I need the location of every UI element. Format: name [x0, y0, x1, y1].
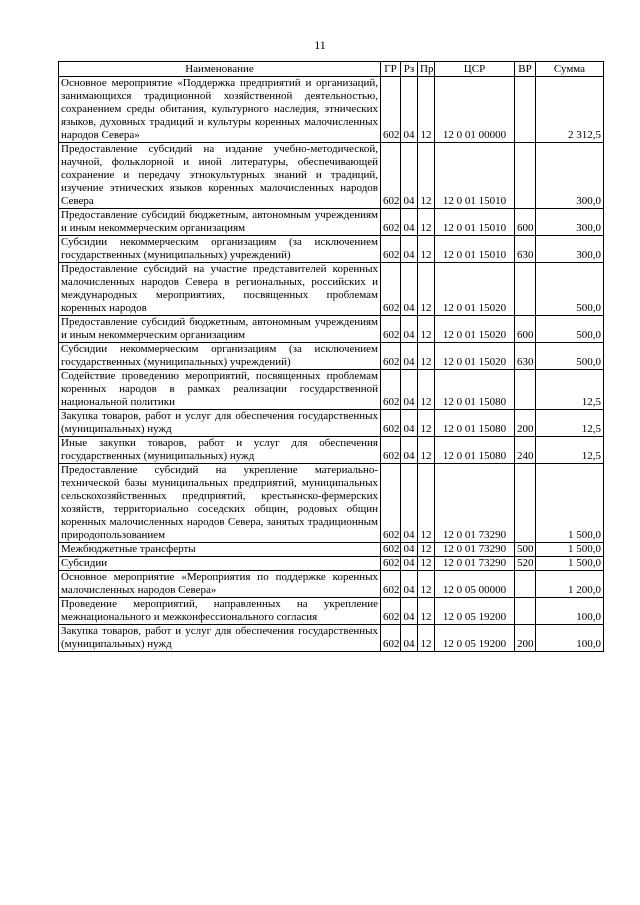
table-row [59, 464, 604, 543]
row-csr: 12 0 01 73290 [435, 543, 515, 557]
table-row [59, 143, 604, 209]
row-vr: 200 [515, 625, 536, 652]
row-csr: 12 0 01 15010 [435, 209, 515, 236]
row-csr: 12 0 01 00000 [435, 77, 515, 143]
row-sum: 1 200,0 [536, 571, 604, 598]
row-gr: 602 [381, 543, 401, 557]
row-rz: 04 [401, 263, 418, 316]
header-gr: ГР [381, 62, 401, 77]
row-pr: 12 [418, 543, 435, 557]
table-row [59, 571, 604, 598]
row-name: Основное мероприятие «Поддержка предприятий и организаций, занимающихся традиционной хозяйственной деятельностью, сохранением среды обитания, культурного наследия, этнических языков, духовных традиций и культуры коренных малочисленных народов Севера» [59, 77, 381, 143]
budget-table [58, 61, 604, 652]
row-pr: 12 [418, 236, 435, 263]
row-gr: 602 [381, 557, 401, 571]
row-vr [515, 77, 536, 143]
table-row [59, 343, 604, 370]
row-gr: 602 [381, 236, 401, 263]
row-csr: 12 0 01 15080 [435, 370, 515, 410]
row-vr [515, 598, 536, 625]
row-vr [515, 143, 536, 209]
row-pr: 12 [418, 209, 435, 236]
table-row [59, 316, 604, 343]
row-vr [515, 464, 536, 543]
row-gr: 602 [381, 410, 401, 437]
row-sum: 1 500,0 [536, 543, 604, 557]
row-pr: 12 [418, 143, 435, 209]
row-sum: 12,5 [536, 410, 604, 437]
row-vr: 500 [515, 543, 536, 557]
row-vr: 520 [515, 557, 536, 571]
row-vr: 240 [515, 437, 536, 464]
row-csr: 12 0 01 15080 [435, 437, 515, 464]
header-name: Наименование [59, 62, 381, 77]
row-sum: 100,0 [536, 598, 604, 625]
row-rz: 04 [401, 571, 418, 598]
row-rz: 04 [401, 557, 418, 571]
row-rz: 04 [401, 370, 418, 410]
table-body [59, 77, 604, 652]
row-name: Содействие проведению мероприятий, посвященных проблемам коренных народов в рамках реализации государственной национальной политики [59, 370, 381, 410]
row-pr: 12 [418, 437, 435, 464]
row-pr: 12 [418, 598, 435, 625]
table-row [59, 598, 604, 625]
table-row [59, 437, 604, 464]
row-csr: 12 0 05 19200 [435, 625, 515, 652]
row-pr: 12 [418, 343, 435, 370]
row-sum: 2 312,5 [536, 77, 604, 143]
row-pr: 12 [418, 571, 435, 598]
page-number: 11 [314, 38, 326, 52]
row-rz: 04 [401, 77, 418, 143]
row-gr: 602 [381, 598, 401, 625]
row-csr: 12 0 01 15020 [435, 316, 515, 343]
table-row [59, 370, 604, 410]
row-name: Субсидии некоммерческим организациям (за исключением государственных (муниципальных) учреждений) [59, 236, 381, 263]
row-sum: 300,0 [536, 143, 604, 209]
row-sum: 500,0 [536, 343, 604, 370]
row-name: Иные закупки товаров, работ и услуг для обеспечения государственных (муниципальных) нужд [59, 437, 381, 464]
row-rz: 04 [401, 236, 418, 263]
row-rz: 04 [401, 464, 418, 543]
row-gr: 602 [381, 370, 401, 410]
row-csr: 12 0 01 15020 [435, 263, 515, 316]
row-name: Субсидии [59, 557, 381, 571]
row-name: Закупка товаров, работ и услуг для обеспечения государственных (муниципальных) нужд [59, 410, 381, 437]
row-name: Предоставление субсидий на участие представителей коренных малочисленных народов Севера в региональных, российских и международных мероприятиях, посвященных проблемам коренных народов [59, 263, 381, 316]
row-gr: 602 [381, 625, 401, 652]
table-row [59, 209, 604, 236]
row-rz: 04 [401, 437, 418, 464]
row-csr: 12 0 01 15080 [435, 410, 515, 437]
row-rz: 04 [401, 410, 418, 437]
header-csr: ЦСР [435, 62, 515, 77]
row-sum: 12,5 [536, 437, 604, 464]
row-sum: 100,0 [536, 625, 604, 652]
row-vr [515, 263, 536, 316]
row-name: Основное мероприятие «Мероприятия по поддержке коренных малочисленных народов Севера» [59, 571, 381, 598]
table-row [59, 77, 604, 143]
row-rz: 04 [401, 143, 418, 209]
row-sum: 1 500,0 [536, 464, 604, 543]
row-vr [515, 370, 536, 410]
row-name: Субсидии некоммерческим организациям (за исключением государственных (муниципальных) учреждений) [59, 343, 381, 370]
table-row [59, 263, 604, 316]
header-rz: Рз [401, 62, 418, 77]
row-name: Предоставление субсидий бюджетным, автономным учреждениям и иным некоммерческим организациям [59, 209, 381, 236]
row-pr: 12 [418, 370, 435, 410]
row-sum: 300,0 [536, 209, 604, 236]
row-gr: 602 [381, 77, 401, 143]
table-row [59, 236, 604, 263]
row-sum: 300,0 [536, 236, 604, 263]
row-gr: 602 [381, 316, 401, 343]
row-rz: 04 [401, 598, 418, 625]
header-vr: ВР [515, 62, 536, 77]
table-row [59, 557, 604, 571]
row-vr: 200 [515, 410, 536, 437]
row-gr: 602 [381, 464, 401, 543]
row-pr: 12 [418, 263, 435, 316]
table-row [59, 543, 604, 557]
row-csr: 12 0 01 15010 [435, 143, 515, 209]
row-gr: 602 [381, 143, 401, 209]
row-sum: 500,0 [536, 263, 604, 316]
row-sum: 12,5 [536, 370, 604, 410]
table-row [59, 410, 604, 437]
row-vr: 630 [515, 236, 536, 263]
row-rz: 04 [401, 209, 418, 236]
row-gr: 602 [381, 209, 401, 236]
row-csr: 12 0 01 15020 [435, 343, 515, 370]
row-vr: 600 [515, 316, 536, 343]
row-sum: 1 500,0 [536, 557, 604, 571]
header-sum: Сумма [536, 62, 604, 77]
row-gr: 602 [381, 343, 401, 370]
table-header-row [59, 62, 604, 77]
row-rz: 04 [401, 543, 418, 557]
row-sum: 500,0 [536, 316, 604, 343]
table-row [59, 625, 604, 652]
row-vr [515, 571, 536, 598]
row-rz: 04 [401, 343, 418, 370]
row-gr: 602 [381, 437, 401, 464]
row-pr: 12 [418, 464, 435, 543]
row-pr: 12 [418, 410, 435, 437]
row-csr: 12 0 05 19200 [435, 598, 515, 625]
row-csr: 12 0 01 15010 [435, 236, 515, 263]
row-name: Проведение мероприятий, направленных на укрепление межнационального и межконфессионального согласия [59, 598, 381, 625]
row-name: Закупка товаров, работ и услуг для обеспечения государственных (муниципальных) нужд [59, 625, 381, 652]
row-pr: 12 [418, 625, 435, 652]
row-vr: 630 [515, 343, 536, 370]
row-name: Предоставление субсидий на издание учебно-методической, научной, фольклорной и иной литературы, обеспечивающей сохранение и передачу этнокультурных знаний и традиций, изучение этнических языков коренных малочисленных народов Севера [59, 143, 381, 209]
row-csr: 12 0 05 00000 [435, 571, 515, 598]
row-vr: 600 [515, 209, 536, 236]
row-gr: 602 [381, 571, 401, 598]
row-name: Предоставление субсидий на укрепление материально-технической базы муниципальных предприятий, муниципальных сельскохозяйственных предприятий, крестьянско-фермерских хозяйств, территориально соседских общин, родовых общин коренных малочисленных народов Севера, занятых традиционным природопользованием [59, 464, 381, 543]
row-gr: 602 [381, 263, 401, 316]
row-pr: 12 [418, 77, 435, 143]
row-csr: 12 0 01 73290 [435, 557, 515, 571]
row-name: Предоставление субсидий бюджетным, автономным учреждениям и иным некоммерческим организациям [59, 316, 381, 343]
row-rz: 04 [401, 316, 418, 343]
row-rz: 04 [401, 625, 418, 652]
row-pr: 12 [418, 557, 435, 571]
row-csr: 12 0 01 73290 [435, 464, 515, 543]
header-pr: Пр [418, 62, 435, 77]
row-name: Межбюджетные трансферты [59, 543, 381, 557]
row-pr: 12 [418, 316, 435, 343]
